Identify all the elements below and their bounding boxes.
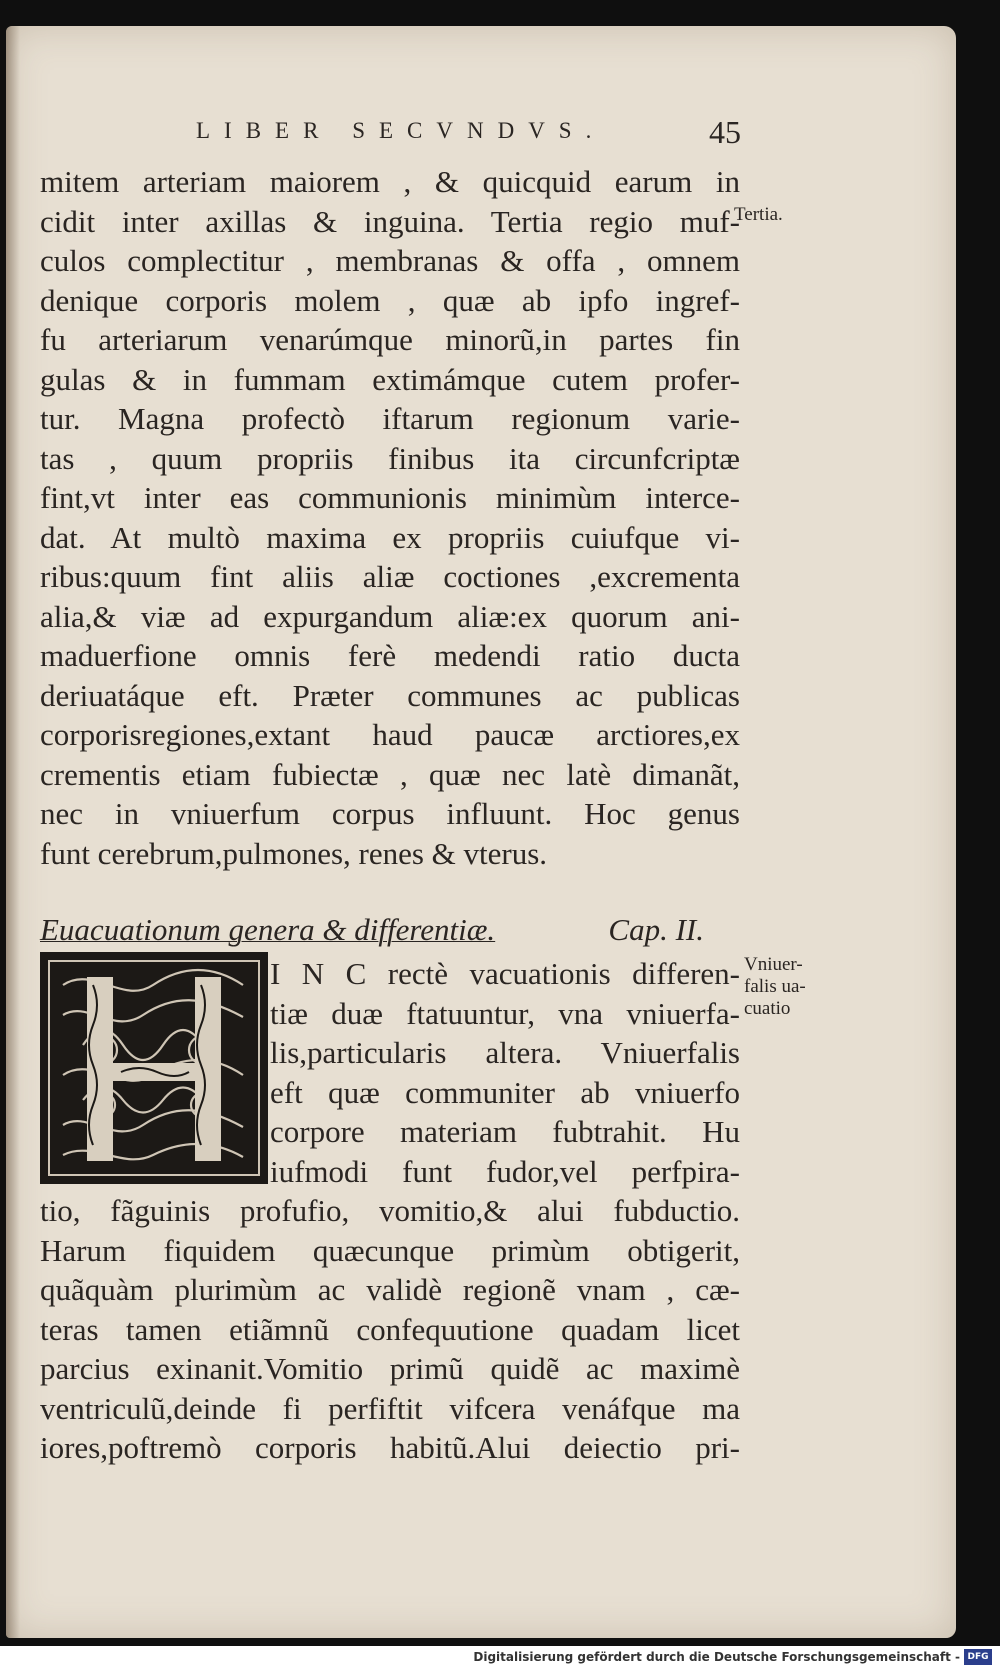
text-line: teras tamen etiãmnũ confequutione quadam licet <box>40 1311 740 1347</box>
text-line: cidit inter axillas & inguina. Tertia regio muf- <box>40 203 740 239</box>
decorated-initial-h <box>40 952 268 1184</box>
text-line: tas , quum propriis finibus ita circunfcriptæ <box>40 440 740 476</box>
text-line: deriuatáque eft. Præter communes ac publicas <box>40 677 740 713</box>
ornament-initial-icon <box>43 955 265 1181</box>
text-line: fint,vt inter eas communionis minimùm interce- <box>40 480 740 515</box>
text-line: dat. At multò maxima ex propriis cuiufque vi- <box>40 519 740 555</box>
text-line: nec in vniuerfum corpus influunt. Hoc genus <box>40 796 740 831</box>
text-block-section-2 <box>40 1191 740 1468</box>
chapter-heading <box>40 912 704 948</box>
funding-credit: Digitalisierung gefördert durch die Deutsche Forschungsgemeinschaft - <box>473 1650 960 1664</box>
text-line: gulas & in fummam extimámque cutem profer- <box>40 361 740 397</box>
text-line: tur. Magna profectò iftarum regionum varie- <box>40 401 740 436</box>
text-line: lis,particularis altera. Vniuerfalis <box>270 1035 740 1070</box>
marginal-note-line: cuatio <box>744 998 791 1019</box>
chapter-title: Euacuationum genera & differentiæ. <box>40 912 496 947</box>
text-line: I N C rectè vacuationis differen- <box>270 956 740 991</box>
book-page <box>6 26 956 1638</box>
text-line: fu arteriarum venarúmque minorũ,in partes fin <box>40 322 740 357</box>
marginal-note-line: falis ua- <box>744 976 806 997</box>
text-line: funt cerebrum,pulmones, renes & vterus. <box>40 835 548 871</box>
text-line: iufmodi funt fudor,vel perfpira- <box>270 1153 740 1189</box>
text-line: corpore materiam fubtrahit. Hu <box>270 1114 740 1149</box>
text-line: tiæ duæ ftatuuntur, vna vniuerfa- <box>270 995 740 1031</box>
dfg-logo: DFG <box>964 1649 992 1665</box>
text-line: denique corporis molem , quæ ab ipfo ingref- <box>40 282 740 318</box>
text-line: iores,poftremò corporis habitũ.Alui deiectio pri- <box>40 1430 740 1465</box>
text-line: tio, fãguinis profufio, vomitio,& alui fubductio. <box>40 1193 740 1228</box>
digitization-footer <box>0 1646 1000 1670</box>
page-number: 45 <box>709 114 741 150</box>
text-line: maduerfione omnis ferè medendi ratio ducta <box>40 638 740 673</box>
text-block-initial <box>270 954 740 1191</box>
marginal-note-vniuersalis <box>744 954 806 1020</box>
chapter-number: Cap. II. <box>608 912 704 947</box>
text-line: quãquàm plurimùm ac validè regionẽ vnam , cæ- <box>40 1272 740 1307</box>
text-line: alia,& viæ ad expurgandum aliæ:ex quorum ani- <box>40 598 740 634</box>
text-line: parcius exinanit.Vomitio primũ quidẽ ac maximè <box>40 1351 740 1386</box>
text-line: Harum fiquidem quæcunque primùm obtigerit, <box>40 1232 740 1268</box>
text-line: culos complectitur , membranas & offa , omnem <box>40 243 740 278</box>
text-line: crementis etiam fubiectæ , quæ nec latè dimanãt, <box>40 756 740 792</box>
text-line: eft quæ communiter ab vniuerfo <box>270 1074 740 1110</box>
text-line: ribus:quum fint aliis aliæ coctiones ,excrementa <box>40 559 740 594</box>
text-line: ventriculũ,deinde fi perfiftit vifcera venáfque ma <box>40 1390 740 1426</box>
marginal-note-line: Vniuer- <box>744 954 803 975</box>
marginal-note-tertia: Tertia. <box>734 204 783 225</box>
running-head: LIBER SECVNDVS. <box>196 118 606 143</box>
text-block-section-1 <box>40 162 740 873</box>
text-line: mitem arteriam maiorem , & quicquid earum in <box>40 164 740 199</box>
text-line: corporisregiones,extant haud paucæ arctiores,ex <box>40 717 740 752</box>
